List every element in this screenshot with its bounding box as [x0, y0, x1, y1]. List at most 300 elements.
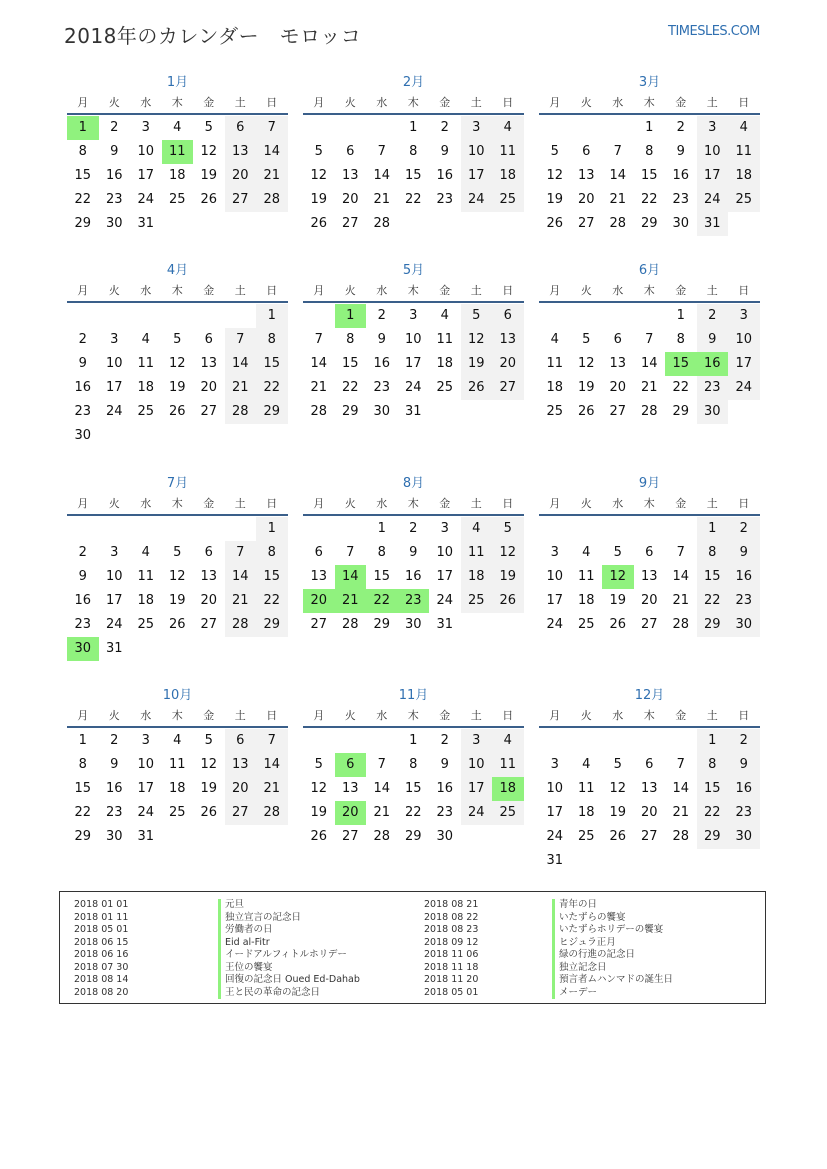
date-cell: 18: [137, 593, 155, 608]
date-cell: 17: [137, 781, 155, 796]
empty-cell: [602, 304, 634, 328]
date-cell: 28: [373, 216, 391, 231]
holiday-date-cell: 22: [366, 589, 398, 613]
date-cell: 16: [728, 565, 760, 589]
days-grid: [539, 303, 760, 424]
date-cell: 4: [141, 332, 150, 347]
date-cell: 4: [173, 733, 182, 748]
date-cell: 13: [577, 168, 595, 183]
date-cell: 5: [461, 304, 493, 328]
weekday-name: 月: [313, 709, 325, 722]
date-cell: 21: [672, 805, 690, 820]
date-cell: 26: [609, 617, 627, 632]
date-cell: 24: [697, 188, 729, 212]
month-6: [539, 261, 760, 424]
month-name: 9月: [638, 476, 661, 491]
date-cell: 2: [78, 332, 87, 347]
date-cell: 7: [676, 757, 685, 772]
date-cell: 19: [168, 380, 186, 395]
holiday-date-cell: 16: [697, 352, 729, 376]
holiday-date-cell: 20: [303, 589, 335, 613]
date-cell: 18: [492, 164, 524, 188]
weekday-name: 土: [470, 709, 482, 722]
date-cell: 8: [409, 757, 418, 772]
month-3: [539, 73, 760, 236]
date-cell: 13: [609, 356, 627, 371]
weekday-name: 月: [313, 96, 325, 109]
date-cell: 23: [697, 376, 729, 400]
empty-cell: [99, 304, 131, 328]
date-cell: 11: [168, 757, 186, 772]
date-cell: 22: [697, 589, 729, 613]
holiday-date: 2018 08 21: [424, 899, 479, 910]
date-cell: 24: [546, 829, 564, 844]
date-cell: 21: [373, 192, 391, 207]
month-1: [67, 73, 288, 236]
weekday-name: 土: [470, 284, 482, 297]
holiday-name: メーデー: [552, 987, 597, 1000]
holiday-name: 青年の日: [552, 899, 597, 912]
empty-cell: [539, 517, 571, 541]
date-cell: 31: [436, 617, 454, 632]
date-cell: 14: [640, 356, 658, 371]
empty-cell: [366, 116, 398, 140]
weekday-name: 火: [580, 497, 592, 510]
days-grid: [67, 516, 288, 661]
date-cell: 27: [609, 404, 627, 419]
date-cell: 17: [105, 380, 123, 395]
date-cell: 2: [78, 545, 87, 560]
site-link[interactable]: TIMESLES.COM: [668, 24, 760, 39]
date-cell: 18: [728, 164, 760, 188]
date-cell: 27: [225, 188, 257, 212]
date-cell: 16: [74, 593, 92, 608]
holiday-date: 2018 09 12: [424, 936, 479, 948]
month-11: [303, 686, 524, 849]
date-cell: 4: [492, 116, 524, 140]
date-cell: 5: [550, 144, 559, 159]
empty-cell: [335, 729, 367, 753]
date-cell: 23: [728, 589, 760, 613]
empty-cell: [571, 116, 603, 140]
empty-cell: [634, 517, 666, 541]
weekday-name: 木: [407, 284, 419, 297]
days-grid: [67, 303, 288, 448]
date-cell: 29: [697, 613, 729, 637]
empty-cell: [602, 517, 634, 541]
weekday-name: 土: [706, 96, 718, 109]
date-cell: 6: [204, 545, 213, 560]
date-cell: 24: [404, 380, 422, 395]
empty-cell: [303, 116, 335, 140]
date-cell: 10: [105, 569, 123, 584]
date-cell: 26: [492, 589, 524, 613]
date-cell: 29: [672, 404, 690, 419]
date-cell: 5: [204, 733, 213, 748]
date-cell: 12: [168, 356, 186, 371]
date-cell: 16: [436, 781, 454, 796]
weekday-name: 土: [234, 709, 246, 722]
date-cell: 2: [697, 304, 729, 328]
date-cell: 16: [74, 380, 92, 395]
date-cell: 16: [105, 168, 123, 183]
weekday-name: 月: [549, 96, 561, 109]
date-cell: 2: [676, 120, 685, 135]
days-grid: [303, 303, 524, 424]
date-cell: 25: [577, 829, 595, 844]
date-cell: 22: [256, 589, 288, 613]
date-cell: 9: [78, 356, 87, 371]
date-cell: 14: [373, 168, 391, 183]
date-cell: 20: [225, 164, 257, 188]
date-cell: 19: [577, 380, 595, 395]
date-cell: 28: [672, 617, 690, 632]
date-cell: 9: [728, 541, 760, 565]
date-cell: 9: [110, 144, 119, 159]
date-cell: 5: [492, 517, 524, 541]
date-cell: 25: [492, 188, 524, 212]
date-cell: 5: [314, 757, 323, 772]
date-cell: 11: [492, 753, 524, 777]
date-cell: 20: [640, 593, 658, 608]
date-cell: 8: [256, 541, 288, 565]
date-cell: 15: [74, 781, 92, 796]
weekday-name: 木: [407, 497, 419, 510]
date-cell: 25: [577, 617, 595, 632]
date-cell: 7: [225, 328, 257, 352]
date-cell: 10: [436, 545, 454, 560]
date-cell: 1: [78, 733, 87, 748]
date-cell: 5: [613, 757, 622, 772]
empty-cell: [602, 116, 634, 140]
date-cell: 15: [256, 565, 288, 589]
date-cell: 10: [697, 140, 729, 164]
weekday-name: 月: [77, 709, 89, 722]
holiday-date: 2018 05 01: [424, 986, 479, 998]
date-cell: 24: [105, 617, 123, 632]
date-cell: 26: [609, 829, 627, 844]
date-cell: 28: [225, 400, 257, 424]
date-cell: 23: [74, 617, 92, 632]
date-cell: 18: [461, 565, 493, 589]
date-cell: 17: [461, 777, 493, 801]
date-cell: 29: [404, 829, 422, 844]
month-name: 11月: [398, 688, 429, 703]
date-cell: 3: [409, 308, 418, 323]
weekday-name: 月: [549, 497, 561, 510]
weekday-name: 金: [675, 284, 687, 297]
date-cell: 12: [200, 757, 218, 772]
date-cell: 27: [492, 376, 524, 400]
date-cell: 3: [110, 545, 119, 560]
month-name: 8月: [402, 476, 425, 491]
date-cell: 20: [200, 593, 218, 608]
date-cell: 1: [409, 733, 418, 748]
days-grid: [539, 516, 760, 637]
weekday-header: [67, 93, 288, 115]
date-cell: 22: [256, 376, 288, 400]
date-cell: 11: [137, 356, 155, 371]
date-cell: 26: [168, 617, 186, 632]
date-cell: 24: [546, 617, 564, 632]
date-cell: 13: [200, 356, 218, 371]
date-cell: 16: [672, 168, 690, 183]
date-cell: 29: [697, 825, 729, 849]
holiday-name: 労働者の日: [218, 924, 273, 937]
date-cell: 6: [314, 545, 323, 560]
date-cell: 28: [373, 829, 391, 844]
empty-cell: [162, 517, 194, 541]
date-cell: 13: [640, 569, 658, 584]
weekday-name: 水: [140, 709, 152, 722]
date-cell: 26: [200, 192, 218, 207]
date-cell: 4: [550, 332, 559, 347]
date-cell: 23: [74, 404, 92, 419]
month-name: 3月: [638, 75, 661, 90]
weekday-name: 火: [108, 709, 120, 722]
weekday-name: 土: [234, 284, 246, 297]
days-grid: [539, 115, 760, 236]
holiday-name: 王と民の革命の記念日: [218, 987, 320, 1000]
empty-cell: [571, 729, 603, 753]
date-cell: 19: [609, 593, 627, 608]
weekday-name: 火: [108, 96, 120, 109]
date-cell: 22: [74, 192, 92, 207]
date-cell: 1: [645, 120, 654, 135]
date-cell: 2: [110, 733, 119, 748]
date-cell: 17: [105, 593, 123, 608]
date-cell: 10: [546, 781, 564, 796]
weekday-name: 水: [140, 284, 152, 297]
date-cell: 12: [577, 356, 595, 371]
weekday-name: 火: [108, 497, 120, 510]
month-name: 5月: [402, 263, 425, 278]
holiday-date: 2018 05 01: [74, 924, 129, 935]
date-cell: 4: [440, 308, 449, 323]
date-cell: 20: [609, 380, 627, 395]
weekday-header: [67, 706, 288, 728]
date-cell: 7: [346, 545, 355, 560]
date-cell: 23: [373, 380, 391, 395]
date-cell: 13: [310, 569, 328, 584]
date-cell: 24: [137, 192, 155, 207]
weekday-name: 日: [738, 709, 750, 722]
date-cell: 1: [256, 304, 288, 328]
holiday-date: 2018 07 30: [74, 961, 129, 973]
holiday-date: 2018 01 01: [74, 899, 129, 910]
date-cell: 11: [137, 569, 155, 584]
date-cell: 28: [341, 617, 359, 632]
date-cell: 25: [728, 188, 760, 212]
holiday-date-cell: 21: [335, 589, 367, 613]
weekday-name: 水: [376, 96, 388, 109]
weekday-name: 日: [266, 497, 278, 510]
date-cell: 8: [377, 545, 386, 560]
weekday-name: 金: [203, 96, 215, 109]
date-cell: 22: [74, 805, 92, 820]
date-cell: 6: [204, 332, 213, 347]
date-cell: 7: [645, 332, 654, 347]
empty-cell: [634, 304, 666, 328]
date-cell: 28: [640, 404, 658, 419]
weekday-name: 日: [738, 497, 750, 510]
date-cell: 29: [74, 829, 92, 844]
date-cell: 19: [168, 593, 186, 608]
date-cell: 7: [377, 144, 386, 159]
date-cell: 25: [436, 380, 454, 395]
weekday-name: 月: [77, 96, 89, 109]
month-name: 7月: [166, 476, 189, 491]
date-cell: 29: [640, 216, 658, 231]
weekday-name: 火: [580, 96, 592, 109]
date-cell: 16: [373, 356, 391, 371]
date-cell: 21: [225, 589, 257, 613]
weekday-name: 土: [470, 96, 482, 109]
days-grid: [303, 516, 524, 637]
month-name: 2月: [402, 75, 425, 90]
days-grid: [303, 115, 524, 236]
date-cell: 18: [137, 380, 155, 395]
holiday-name: 王位の饗宴: [218, 962, 273, 975]
date-cell: 31: [137, 829, 155, 844]
date-cell: 21: [672, 593, 690, 608]
empty-cell: [539, 304, 571, 328]
date-cell: 26: [577, 404, 595, 419]
date-cell: 17: [461, 164, 493, 188]
holiday-name: 緑の行進の記念日: [552, 949, 635, 962]
date-cell: 7: [314, 332, 323, 347]
date-cell: 10: [137, 757, 155, 772]
date-cell: 8: [697, 541, 729, 565]
date-cell: 21: [609, 192, 627, 207]
holiday-date-cell: 18: [492, 777, 524, 801]
date-cell: 8: [78, 144, 87, 159]
weekday-name: 木: [643, 497, 655, 510]
holiday-date-cell: 11: [162, 140, 194, 164]
date-cell: 8: [409, 144, 418, 159]
date-cell: 20: [577, 192, 595, 207]
date-cell: 12: [546, 168, 564, 183]
date-cell: 5: [314, 144, 323, 159]
empty-cell: [193, 517, 225, 541]
page-title: 2018年のカレンダー モロッコ: [64, 24, 362, 48]
date-cell: 15: [640, 168, 658, 183]
date-cell: 10: [728, 328, 760, 352]
empty-cell: [193, 304, 225, 328]
weekday-header: [539, 494, 760, 516]
date-cell: 18: [546, 380, 564, 395]
weekday-name: 火: [344, 709, 356, 722]
empty-cell: [335, 116, 367, 140]
date-cell: 2: [728, 517, 760, 541]
date-cell: 25: [492, 801, 524, 825]
empty-cell: [225, 517, 257, 541]
date-cell: 6: [582, 144, 591, 159]
holiday-date: 2018 11 06: [424, 949, 479, 960]
date-cell: 22: [404, 805, 422, 820]
holiday-name: 回復の記念日 Oued Ed-Dahab: [218, 974, 360, 987]
date-cell: 9: [697, 328, 729, 352]
date-cell: 12: [492, 541, 524, 565]
holiday-date-cell: 20: [335, 801, 367, 825]
weekday-name: 土: [706, 497, 718, 510]
date-cell: 15: [697, 565, 729, 589]
date-cell: 2: [110, 120, 119, 135]
date-cell: 30: [105, 216, 123, 231]
date-cell: 17: [404, 356, 422, 371]
weekday-name: 月: [313, 497, 325, 510]
empty-cell: [67, 517, 99, 541]
date-cell: 3: [461, 729, 493, 753]
date-cell: 14: [256, 140, 288, 164]
date-cell: 10: [461, 140, 493, 164]
holiday-date: 2018 08 22: [424, 911, 479, 923]
empty-cell: [99, 517, 131, 541]
date-cell: 18: [168, 781, 186, 796]
date-cell: 6: [645, 757, 654, 772]
month-8: [303, 474, 524, 637]
date-cell: 25: [168, 805, 186, 820]
weekday-name: 土: [234, 96, 246, 109]
empty-cell: [634, 729, 666, 753]
date-cell: 24: [137, 805, 155, 820]
date-cell: 16: [728, 777, 760, 801]
date-cell: 3: [461, 116, 493, 140]
date-cell: 28: [256, 188, 288, 212]
date-cell: 31: [404, 404, 422, 419]
date-cell: 29: [373, 617, 391, 632]
date-cell: 3: [697, 116, 729, 140]
date-cell: 21: [225, 376, 257, 400]
date-cell: 30: [728, 825, 760, 849]
date-cell: 19: [200, 781, 218, 796]
date-cell: 8: [676, 332, 685, 347]
date-cell: 3: [550, 757, 559, 772]
date-cell: 28: [256, 801, 288, 825]
empty-cell: [162, 304, 194, 328]
date-cell: 9: [78, 569, 87, 584]
date-cell: 18: [436, 356, 454, 371]
date-cell: 30: [404, 617, 422, 632]
date-cell: 27: [200, 404, 218, 419]
date-cell: 9: [409, 545, 418, 560]
date-cell: 15: [697, 777, 729, 801]
month-name: 1月: [166, 75, 189, 90]
date-cell: 17: [546, 805, 564, 820]
days-grid: [67, 728, 288, 849]
empty-cell: [335, 517, 367, 541]
holiday-date-cell: 15: [665, 352, 697, 376]
days-grid: [67, 115, 288, 236]
empty-cell: [539, 116, 571, 140]
date-cell: 5: [173, 332, 182, 347]
holiday-name: 預言者ムハンマドの誕生日: [552, 974, 673, 987]
date-cell: 29: [256, 613, 288, 637]
date-cell: 12: [310, 781, 328, 796]
holiday-date: 2018 11 18: [424, 961, 479, 973]
empty-cell: [539, 729, 571, 753]
date-cell: 3: [141, 733, 150, 748]
weekday-name: 土: [706, 709, 718, 722]
date-cell: 3: [728, 304, 760, 328]
month-name: 12月: [634, 688, 665, 703]
holiday-name: Eid al-Fitr: [218, 937, 270, 950]
weekday-header: [539, 281, 760, 303]
date-cell: 7: [377, 757, 386, 772]
weekday-name: 木: [407, 709, 419, 722]
date-cell: 26: [546, 216, 564, 231]
weekday-name: 月: [77, 497, 89, 510]
